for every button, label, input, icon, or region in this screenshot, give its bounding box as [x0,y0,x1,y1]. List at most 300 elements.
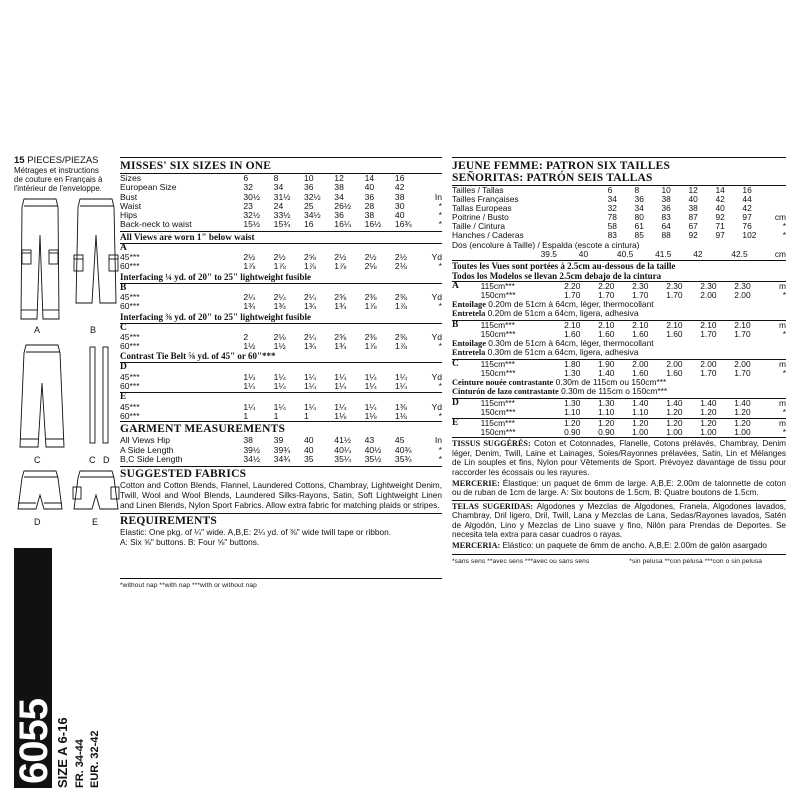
cell-value: 1 [273,410,279,421]
cell-value: 1.30 [564,367,581,378]
cell-value: 16½ [364,219,382,230]
view-table [452,399,786,417]
cell-value: 1.70 [734,328,751,339]
view-letter: C [120,322,127,333]
view-d-drawing [16,467,66,515]
unit-label: * [782,427,786,438]
cell-value: 2⅝ [303,252,316,263]
cell-value: 1.40 [700,397,717,408]
misses-size-table [120,174,442,230]
row-label: All Views Hip [120,435,170,446]
cell-value: 1¼ [243,381,256,392]
view-letter [452,291,481,300]
unit-label: * [782,221,786,232]
view-extra: Contrast Tie Belt ⅝ yd. of 45" or 60"*** [120,351,276,362]
unit-label: Yd [431,252,442,263]
misses-views-note: All Views are worn 1" below waist [120,231,255,242]
unit-label: m [779,358,786,369]
unit-label: m [779,319,786,330]
cell-value: 1.60 [666,328,683,339]
requirements-line-1: Elastic: One pkg. of ¼" wide. A,B,E: 2¼ yd. of ⅜" wide twill tape or ribbon. [120,526,392,537]
cell-value: 10 [661,185,671,195]
cell-value: 40 [394,210,405,221]
cell-value: 23 [243,200,253,211]
cell-value: 38 [688,203,698,214]
cell-value: 44 [742,194,752,205]
cell-value: 36 [634,194,644,205]
jeune-title: JEUNE FEMME: PATRON SIX TAILLES [452,160,671,172]
row-label: B,C Side Length [120,453,183,464]
row-label: 45*** [120,331,140,342]
cell-value: 1.40 [632,397,649,408]
cell-value: 40 [715,203,725,214]
cell-value: 80 [634,212,644,223]
cell-value: 1 [303,410,309,421]
cell-value: 1¼ [243,371,256,382]
unit-label: Yd [431,371,442,382]
cell-value: 2.10 [734,319,751,330]
mercerie-block: MERCERIE: Élastique: un paquet de 6mm de large. A,B,E: 2.00m de talonnette de coton ou de ruban de 1cm de large. A: Six boutons de 1.5cm. B: Quatre boutons de 1.5cm. [452,478,786,498]
row-label: Hanches / Caderas [452,230,524,241]
cell-value: 1¾ [303,301,316,312]
view-letter: C [452,358,459,369]
pieces-count: 15 [14,155,25,166]
pattern-number-block [12,548,56,788]
cell-value: 1⅜ [394,401,407,412]
cell-value: 34½ [303,210,321,221]
unit-label: * [438,410,442,421]
jeune-footnote-fr: *sans sens **avec sens ***avec ou sans sens [452,557,590,565]
cell-value: 2.20 [564,280,581,291]
cell-value: 1⅛ [394,410,407,421]
cell-value: 0.90 [564,427,581,438]
view-extra: Interfacing ¼ yd. of 20" to 25" lightweight fusible [120,271,311,282]
yardage-row [120,382,442,391]
row-label: Tailles Françaises [452,194,519,205]
view-extra [452,348,786,357]
cell-value: 16 [742,185,752,195]
cell-value: 1⅛ [334,410,347,421]
cell-value: 41½ [334,435,352,446]
cell-value: 1¼ [303,401,316,412]
unit-label: * [438,210,442,221]
cell-value: 1.60 [598,328,615,339]
cell-value: 34 [607,194,617,205]
jeune-footnote-es: *sin pelusa **con pelusa ***con o sin pelusa [629,557,762,565]
cell-value: 64 [661,221,671,232]
cell-value: 25 [303,200,314,211]
view-letter: B [452,319,459,330]
cell-value: 39½ [243,444,261,455]
dos-row [452,250,786,259]
cell-value: 26½ [334,200,352,211]
cell-value: 1.40 [598,367,615,378]
unit-label: * [438,301,442,312]
view-table [452,419,786,437]
cell-value: 92 [715,212,725,223]
extra-text: 0.20m de 51cm a 64cm, ligera, adhesiva [485,308,639,319]
cell-value: 1½ [273,341,286,352]
yardage-row [120,342,442,351]
unit-label: * [782,367,786,378]
pattern-number: 6055 [12,699,56,784]
unit-label: m [779,397,786,408]
cell-value: 40¼ [334,444,352,455]
cell-value: 1⅞ [394,341,407,352]
unit-label: cm [774,212,786,223]
unit-label: m [779,417,786,428]
view-extra: Interfacing ⅜ yd. of 20" to 25" lightweight fusible [120,311,311,322]
suggested-fabrics-text: Cotton and Cotton Blends, Flannel, Laundered Cottons, Chambray, Lightweight Denim, Twill, Wool and Wool Blends, Laundered Silks-Rayons, Satin, Soft Lightweight Linen and Linen Blends, Nylon Sport Fabrics. Allow extra fabric for matching plaids or stripes. [120,480,442,510]
cell-value: 2.10 [564,319,581,330]
jeune-yardage [452,282,786,437]
cell-value: 2.00 [666,358,683,369]
cell-value: 38 [661,194,671,205]
extra-title: Entoilage [452,299,486,309]
cell-value: 76 [742,221,752,232]
unit-label: * [438,444,442,455]
view-a-drawing [16,195,64,323]
cell-value: 16¾ [394,219,412,230]
cell-value: 87 [688,212,698,223]
cell-value: 2.10 [632,319,649,330]
suggested-fabrics-title: SUGGESTED FABRICS [120,468,247,481]
cell-value: 34 [634,203,644,214]
row-label: 150cm*** [480,406,516,417]
row-label: 60*** [120,341,140,352]
left-column [12,155,122,788]
cell-value: 15½ [243,219,261,230]
cell-value: 2⅛ [364,261,377,272]
row-label: Tallas Europeas [452,203,512,214]
view-letter: B [120,282,127,293]
view-letter: A [452,280,459,291]
row-label: 150cm*** [480,367,516,378]
jeune-note-fr: Toutes les Vues sont portées à 2.5cm au-dessous de la taille [452,260,676,271]
cell-value: 1½ [243,341,256,352]
row-label: 150cm*** [480,328,516,339]
row-label: Taille / Cintura [452,221,506,232]
cell-value: 41.5 [655,248,672,259]
view-extra [452,387,786,396]
cell-value: 42 [693,248,703,259]
extra-title: Cinturón de lazo contrastante [452,387,559,397]
cell-value: 1.40 [666,397,683,408]
misses-yardage [120,244,442,421]
cell-value: 1¼ [394,381,407,392]
cell-value: 1.20 [564,417,581,428]
view-table [452,321,786,339]
cell-value: 2⅜ [364,331,377,342]
cell-value: 35 [303,453,314,464]
cell-value: 35¼ [334,453,352,464]
jeune-size-table [452,186,786,241]
misses-title: MISSES' SIX SIZES IN ONE [120,160,272,172]
view-letter [452,330,481,339]
row-label: Bust [120,191,138,202]
cell-value: 78 [607,212,617,223]
cell-value: 1¼ [303,371,316,382]
cell-value: 1.20 [666,406,683,417]
cell-value: 2⅛ [394,261,407,272]
row-label: A Side Length [120,444,174,455]
cell-value: 2.30 [666,280,683,291]
cell-value: 102 [742,230,757,241]
cell-value: 1.70 [564,289,581,300]
cell-value: 1.90 [598,358,615,369]
yardage-row [120,403,442,412]
view-letter: D [452,397,459,408]
cell-value: 43 [364,435,375,446]
cell-value: 35½ [364,453,382,464]
garment-measurements-table [120,436,442,464]
view-e-drawing [72,467,122,515]
unit-label [769,195,786,204]
cell-value: 2⅜ [394,331,407,342]
cell-value: 2.30 [700,280,717,291]
cell-value: 1.60 [632,328,649,339]
extra-title: Ceinture nouée contrastante [452,377,554,387]
view-label-b: B [90,325,97,335]
view-label-c-belt: C [89,455,96,465]
cell-value: 1.20 [666,417,683,428]
view-letter [452,428,481,437]
unit-label [769,186,786,195]
cell-value: 1¼ [334,401,347,412]
size-range: SIZE A 6-16 [55,717,70,788]
cell-value: 1.00 [632,427,649,438]
view-c-drawing [16,341,68,453]
view-label-e: E [92,517,99,527]
unit-label: * [782,289,786,300]
unit-label: Yd [431,401,442,412]
cell-value: 16 [303,219,314,230]
cell-value: 2½ [394,252,407,263]
view-table [120,284,442,312]
cell-value: 2¼ [303,331,316,342]
row-label: 115cm*** [480,358,515,369]
cell-value: 39.5 [540,248,557,259]
unit-label: * [438,341,442,352]
cell-value: 2⅜ [334,331,347,342]
view-label-d-belt: D [103,455,110,465]
cell-value: 1.10 [564,406,581,417]
row-label: 45*** [120,252,140,263]
cell-value: 67 [688,221,698,232]
misses-column [120,157,442,589]
cell-value: 2⅜ [364,291,377,302]
cell-value: 1⅞ [243,261,256,272]
eur-size-range: EUR. 32-42 [89,730,101,788]
cell-value: 0.90 [598,427,615,438]
pieces-label: PIECES/PIEZAS [27,155,99,166]
cell-value: 2.00 [632,358,649,369]
cell-value: 39 [273,435,284,446]
row-label: 60*** [120,410,140,421]
yardage-row [120,412,442,421]
cell-value: 39¾ [273,444,291,455]
cell-value: 1.70 [598,289,615,300]
cell-value: 40.5 [616,248,634,259]
row-label: 115cm*** [480,397,515,408]
cell-value: 1¼ [364,381,377,392]
cell-value: 1⅞ [303,261,316,272]
cell-value: 36 [364,191,375,202]
cell-value: 1.00 [734,427,751,438]
view-table [120,244,442,272]
cell-value: 1.60 [666,367,683,378]
yardage-row [452,408,786,417]
requirements-title: REQUIREMENTS [120,514,217,527]
unit-label: * [438,261,442,272]
extra-text: 0.30m de 115cm o 150cm*** [558,386,668,397]
view-c-tie-belt-drawing [84,341,114,451]
cell-value: 2¼ [243,291,256,302]
cell-value: 28 [364,200,375,211]
yardage-row [120,302,442,311]
cell-value: 30 [394,200,405,211]
extra-text: 0.30m de 51cm à 64cm, léger, thermocollant [485,337,654,348]
row-label: 115cm*** [480,280,515,291]
cell-value: 34 [273,182,284,193]
cell-value: 40 [364,182,375,193]
unit-label: In [434,191,442,202]
cell-value: 83 [661,212,671,223]
cell-value: 35¾ [394,453,412,464]
view-table [452,360,786,378]
cell-value: 2¼ [273,291,286,302]
cell-value: 38 [243,435,253,446]
cell-value: 1.70 [632,289,649,300]
cell-value: 1.00 [700,427,717,438]
cell-value: 2.10 [700,319,717,330]
cell-value: 32½ [243,210,261,221]
cell-value: 1.20 [700,406,717,417]
extra-text: 0.20m de 51cm à 64cm, léger, thermocollant [485,298,654,309]
pieces-heading [14,155,122,166]
row-label: 60*** [120,381,140,392]
cell-value: 1.60 [632,367,649,378]
cell-value: 16 [394,173,405,183]
unit-label: * [782,230,786,241]
cell-value: 85 [634,230,644,241]
row-label: Poitrine / Busto [452,212,509,223]
view-table [120,324,442,352]
cell-value: 1¼ [273,381,286,392]
cell-value: 8 [273,173,279,183]
cell-value: 2.20 [598,280,615,291]
cell-value: 34½ [243,453,261,464]
view-letter: D [120,362,127,373]
size-row [120,220,442,229]
cell-value: 1¼ [334,371,347,382]
extra-text: 0.30m de 115cm ou 150cm*** [553,376,667,387]
cell-value: 38 [364,210,375,221]
cell-value: 40 [688,194,698,205]
cell-value: 1.20 [734,406,751,417]
cell-value: 1¼ [273,371,286,382]
cell-value: 1⅛ [364,410,377,421]
unit-label: In [434,435,442,446]
cell-value: 1¼ [303,381,316,392]
row-label: 45*** [120,401,140,412]
cell-value: 1¼ [273,401,286,412]
cell-value: 2½ [334,252,347,263]
view-label-d: D [34,517,41,527]
cell-value: 40½ [364,444,382,455]
row-label: Tailles / Tallas [452,185,504,195]
extra-title: Entretela [452,309,486,319]
row-label: 60*** [120,301,140,312]
cell-value: 42 [742,203,752,214]
cell-value: 97 [715,230,725,241]
cell-value: 1.30 [564,397,581,408]
cell-value: 1.80 [564,358,581,369]
unit-label [425,174,442,183]
cell-value: 42 [394,182,405,193]
cell-value: 38 [334,182,344,193]
cell-value: 2⅜ [334,291,347,302]
cell-value: 40 [578,248,589,259]
cell-value: 34¾ [273,453,291,464]
cell-value: 38 [394,191,405,202]
view-letter: E [120,392,127,403]
row-label: 150cm*** [480,289,516,300]
unit-label: * [438,381,442,392]
cell-value: 14 [715,185,725,195]
cell-value: 1.70 [666,289,683,300]
unit-label: cm [774,248,786,259]
cell-value: 1.20 [734,417,751,428]
cell-value: 1.40 [734,397,751,408]
view-table [452,282,786,300]
view-table [120,393,442,421]
cell-value: 12 [334,173,344,183]
extra-title: Entoilage [452,338,486,348]
cell-value: 10 [303,173,314,183]
cell-value: 31½ [273,191,291,202]
fr-size-range: FR. 34-44 [74,739,86,788]
cell-value: 1¼ [364,401,377,412]
cell-value: 92 [688,230,698,241]
cell-value: 2 [243,331,249,342]
cell-value: 2.00 [700,358,717,369]
unit-label: * [438,453,442,464]
row-label: Back-neck to waist [120,219,192,230]
unit-label: Yd [431,291,442,302]
cell-value: 1 [243,410,249,421]
cell-value: 8 [634,185,640,195]
extra-title: Entretela [452,348,486,358]
unit-label: * [782,328,786,339]
cell-value: 1.60 [564,328,581,339]
cell-value: 2½ [273,252,286,263]
telas-block: TELAS SUGERIDAS: Algodones y Mezclas de Algodones, Franela, Algodones lavados, Chambray, Dril ligero, Dril, Twill, Lana y Mezclas de Lana, Sedas/Rayones lavados, Satén de Algodón, Lino y Mezclas de Lino suave y fino, Nilón para Prendas de Deportes. Se necesita tela extra para casar cuadros o rayas. [452,501,786,540]
row-label: European Size [120,182,177,193]
senoritas-title: SEÑORITAS: PATRÓN SEIS TALLAS [452,172,653,184]
cell-value: 1⅞ [364,301,377,312]
cell-value: 16¼ [334,219,352,230]
cell-value: 2.10 [666,319,683,330]
cell-value: 40 [303,435,314,446]
cell-value: 2⅜ [394,291,407,302]
cell-value: 1.10 [598,406,615,417]
tissus-block: TISSUS SUGGÉRÉS: Coton et Cotonnades, Flanelle, Cotons prélavés, Chambray, Denim léger, Denim, Twill, Laine et Lainages, Soies/Rayonnes prélavées, Satin, Lin et Mélanges de Lin souples et fins, Nylon pour Vêtements de Sport. Prévoyez davantage de tissu pour raccorder les écossais ou les rayures. [452,439,786,477]
garment-measurements-title: GARMENT MEASUREMENTS [120,423,286,436]
cell-value: 2½ [364,252,377,263]
cell-value: 1¾ [334,341,347,352]
french-note: Métrages et instructions de couture en Français à l'intérieur de l'enveloppe. [14,166,103,193]
